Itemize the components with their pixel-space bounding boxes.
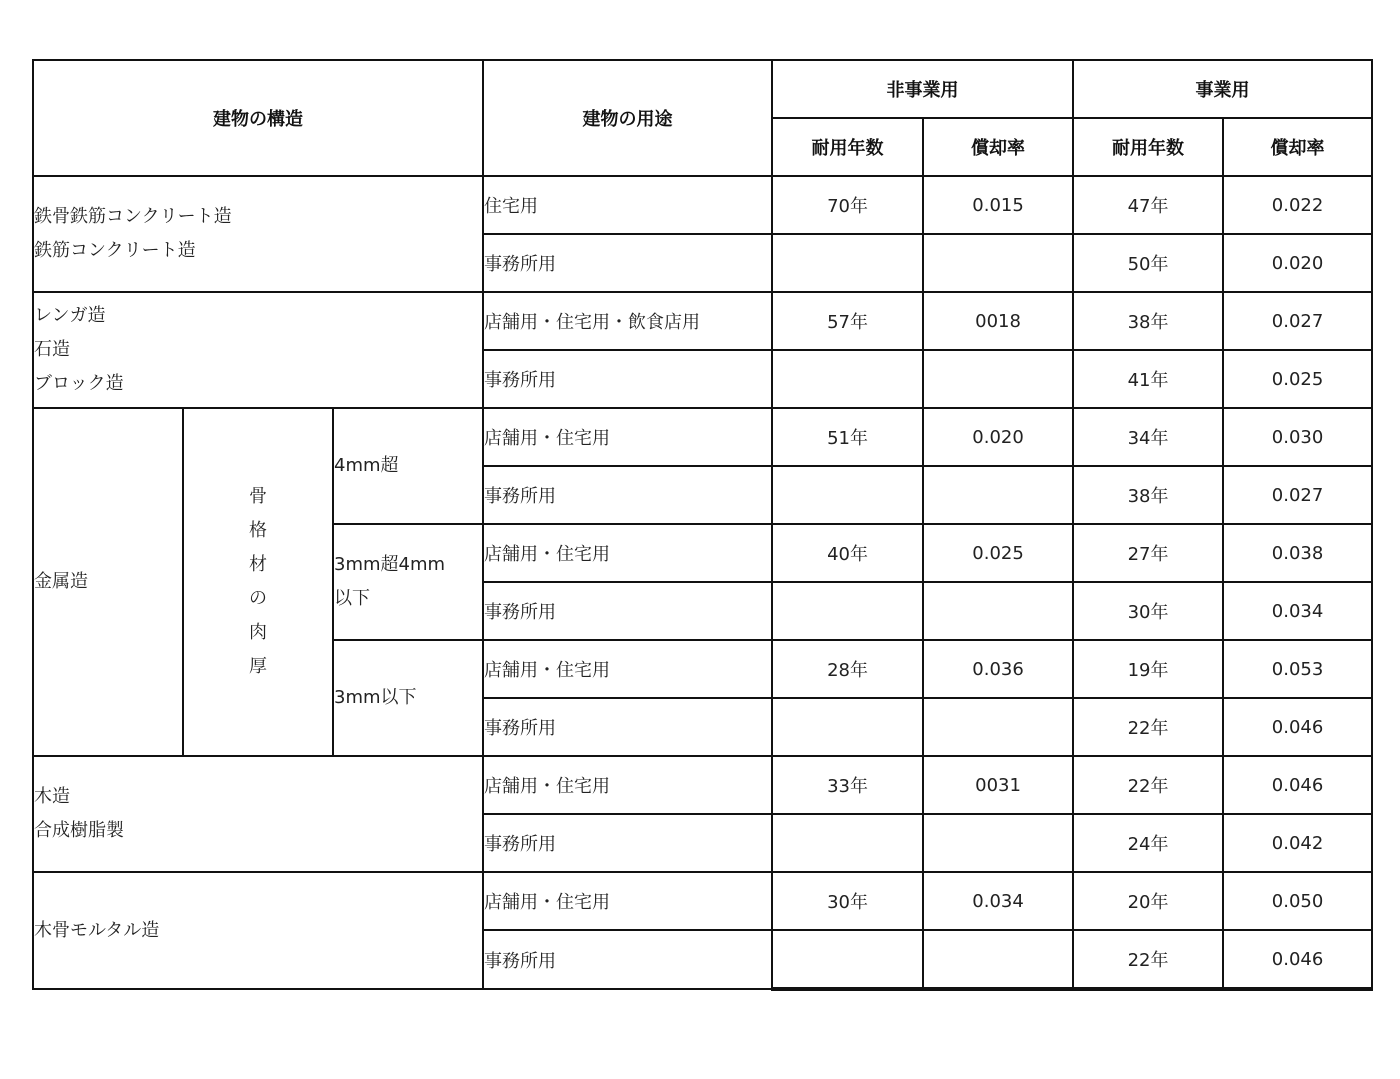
nb-rate-cell: 0031 <box>923 756 1073 814</box>
nb-rate-cell: 0.034 <box>923 872 1073 930</box>
header-row-1 <box>33 60 1372 118</box>
usage-cell: 事務所用 <box>483 350 772 408</box>
b-rate-cell: 0.020 <box>1223 234 1372 292</box>
nb-rate-cell <box>923 698 1073 756</box>
nb-life-cell: 57年 <box>772 292 923 350</box>
frame-thickness-label: 骨 格 材 の 肉 厚 <box>183 408 333 756</box>
header-b-rate: 償却率 <box>1223 118 1372 176</box>
b-rate-cell: 0.030 <box>1223 408 1372 466</box>
b-rate-cell: 0.022 <box>1223 176 1372 234</box>
nb-rate-cell <box>923 582 1073 640</box>
b-rate-cell: 0.042 <box>1223 814 1372 872</box>
b-life-cell: 38年 <box>1073 292 1223 350</box>
structure-metal: 金属造 <box>33 408 183 756</box>
usage-cell: 事務所用 <box>483 930 772 989</box>
b-life-cell: 22年 <box>1073 698 1223 756</box>
thickness-over-4mm: 4mm超 <box>333 408 483 524</box>
nb-rate-cell: 0018 <box>923 292 1073 350</box>
b-rate-cell: 0.027 <box>1223 292 1372 350</box>
structure-line: 石造 <box>34 339 70 360</box>
header-structure: 建物の構造 <box>33 60 483 176</box>
nb-life-cell <box>772 350 923 408</box>
b-life-cell: 22年 <box>1073 930 1223 989</box>
structure-line: 木造 <box>34 786 70 807</box>
b-rate-cell: 0.034 <box>1223 582 1372 640</box>
nb-rate-cell: 0.020 <box>923 408 1073 466</box>
table-row <box>33 756 1372 814</box>
structure-line: ブロック造 <box>34 373 124 394</box>
structure-line: レンガ造 <box>34 305 106 326</box>
nb-rate-cell: 0.015 <box>923 176 1073 234</box>
usage-cell: 事務所用 <box>483 814 772 872</box>
b-life-cell: 27年 <box>1073 524 1223 582</box>
b-life-cell: 41年 <box>1073 350 1223 408</box>
table-row <box>33 872 1372 930</box>
nb-life-cell: 51年 <box>772 408 923 466</box>
nb-rate-cell: 0.036 <box>923 640 1073 698</box>
usage-cell: 店舗用・住宅用 <box>483 640 772 698</box>
usage-cell: 店舗用・住宅用 <box>483 408 772 466</box>
b-life-cell: 30年 <box>1073 582 1223 640</box>
b-life-cell: 38年 <box>1073 466 1223 524</box>
b-life-cell: 20年 <box>1073 872 1223 930</box>
nb-life-cell <box>772 582 923 640</box>
structure-line: 鉄骨鉄筋コンクリート造 <box>34 206 232 227</box>
nb-rate-cell <box>923 466 1073 524</box>
nb-life-cell <box>772 466 923 524</box>
header-non-business: 非事業用 <box>772 60 1073 118</box>
structure-wood-mortar: 木骨モルタル造 <box>33 872 483 989</box>
b-life-cell: 22年 <box>1073 756 1223 814</box>
nb-life-cell <box>772 814 923 872</box>
nb-rate-cell <box>923 814 1073 872</box>
header-business: 事業用 <box>1073 60 1372 118</box>
header-usage: 建物の用途 <box>483 60 772 176</box>
header-nb-rate: 償却率 <box>923 118 1073 176</box>
usage-cell: 店舗用・住宅用 <box>483 524 772 582</box>
structure-wood-resin <box>33 756 483 872</box>
b-rate-cell: 0.025 <box>1223 350 1372 408</box>
b-rate-cell: 0.046 <box>1223 698 1372 756</box>
nb-life-cell: 28年 <box>772 640 923 698</box>
usage-cell: 店舗用・住宅用 <box>483 756 772 814</box>
b-rate-cell: 0.053 <box>1223 640 1372 698</box>
usage-cell: 住宅用 <box>483 176 772 234</box>
nb-rate-cell <box>923 234 1073 292</box>
depreciation-table <box>32 59 1373 991</box>
nb-life-cell <box>772 698 923 756</box>
b-rate-cell: 0.038 <box>1223 524 1372 582</box>
b-life-cell: 47年 <box>1073 176 1223 234</box>
structure-brick-stone-block <box>33 292 483 408</box>
usage-cell: 事務所用 <box>483 698 772 756</box>
b-rate-cell: 0.046 <box>1223 756 1372 814</box>
structure-line: 鉄筋コンクリート造 <box>34 240 196 261</box>
table-row <box>33 176 1372 234</box>
thickness-3mm-to-4mm: 3mm超4mm 以下 <box>333 524 483 640</box>
nb-life-cell: 40年 <box>772 524 923 582</box>
header-nb-life: 耐用年数 <box>772 118 923 176</box>
b-life-cell: 24年 <box>1073 814 1223 872</box>
b-rate-cell: 0.050 <box>1223 872 1372 930</box>
nb-life-cell: 70年 <box>772 176 923 234</box>
b-rate-cell: 0.027 <box>1223 466 1372 524</box>
nb-life-cell <box>772 930 923 989</box>
b-life-cell: 50年 <box>1073 234 1223 292</box>
thickness-3mm-or-less: 3mm以下 <box>333 640 483 756</box>
nb-rate-cell <box>923 350 1073 408</box>
structure-line: 合成樹脂製 <box>34 820 124 841</box>
table-row <box>33 408 1372 466</box>
nb-life-cell <box>772 234 923 292</box>
usage-cell: 事務所用 <box>483 466 772 524</box>
b-rate-cell: 0.046 <box>1223 930 1372 989</box>
usage-cell: 店舗用・住宅用 <box>483 872 772 930</box>
nb-life-cell: 30年 <box>772 872 923 930</box>
nb-rate-cell: 0.025 <box>923 524 1073 582</box>
usage-cell: 事務所用 <box>483 582 772 640</box>
table-row <box>33 292 1372 350</box>
nb-rate-cell <box>923 930 1073 989</box>
usage-cell: 店舗用・住宅用・飲食店用 <box>483 292 772 350</box>
b-life-cell: 19年 <box>1073 640 1223 698</box>
structure-src-rc <box>33 176 483 292</box>
nb-life-cell: 33年 <box>772 756 923 814</box>
usage-cell: 事務所用 <box>483 234 772 292</box>
header-b-life: 耐用年数 <box>1073 118 1223 176</box>
b-life-cell: 34年 <box>1073 408 1223 466</box>
